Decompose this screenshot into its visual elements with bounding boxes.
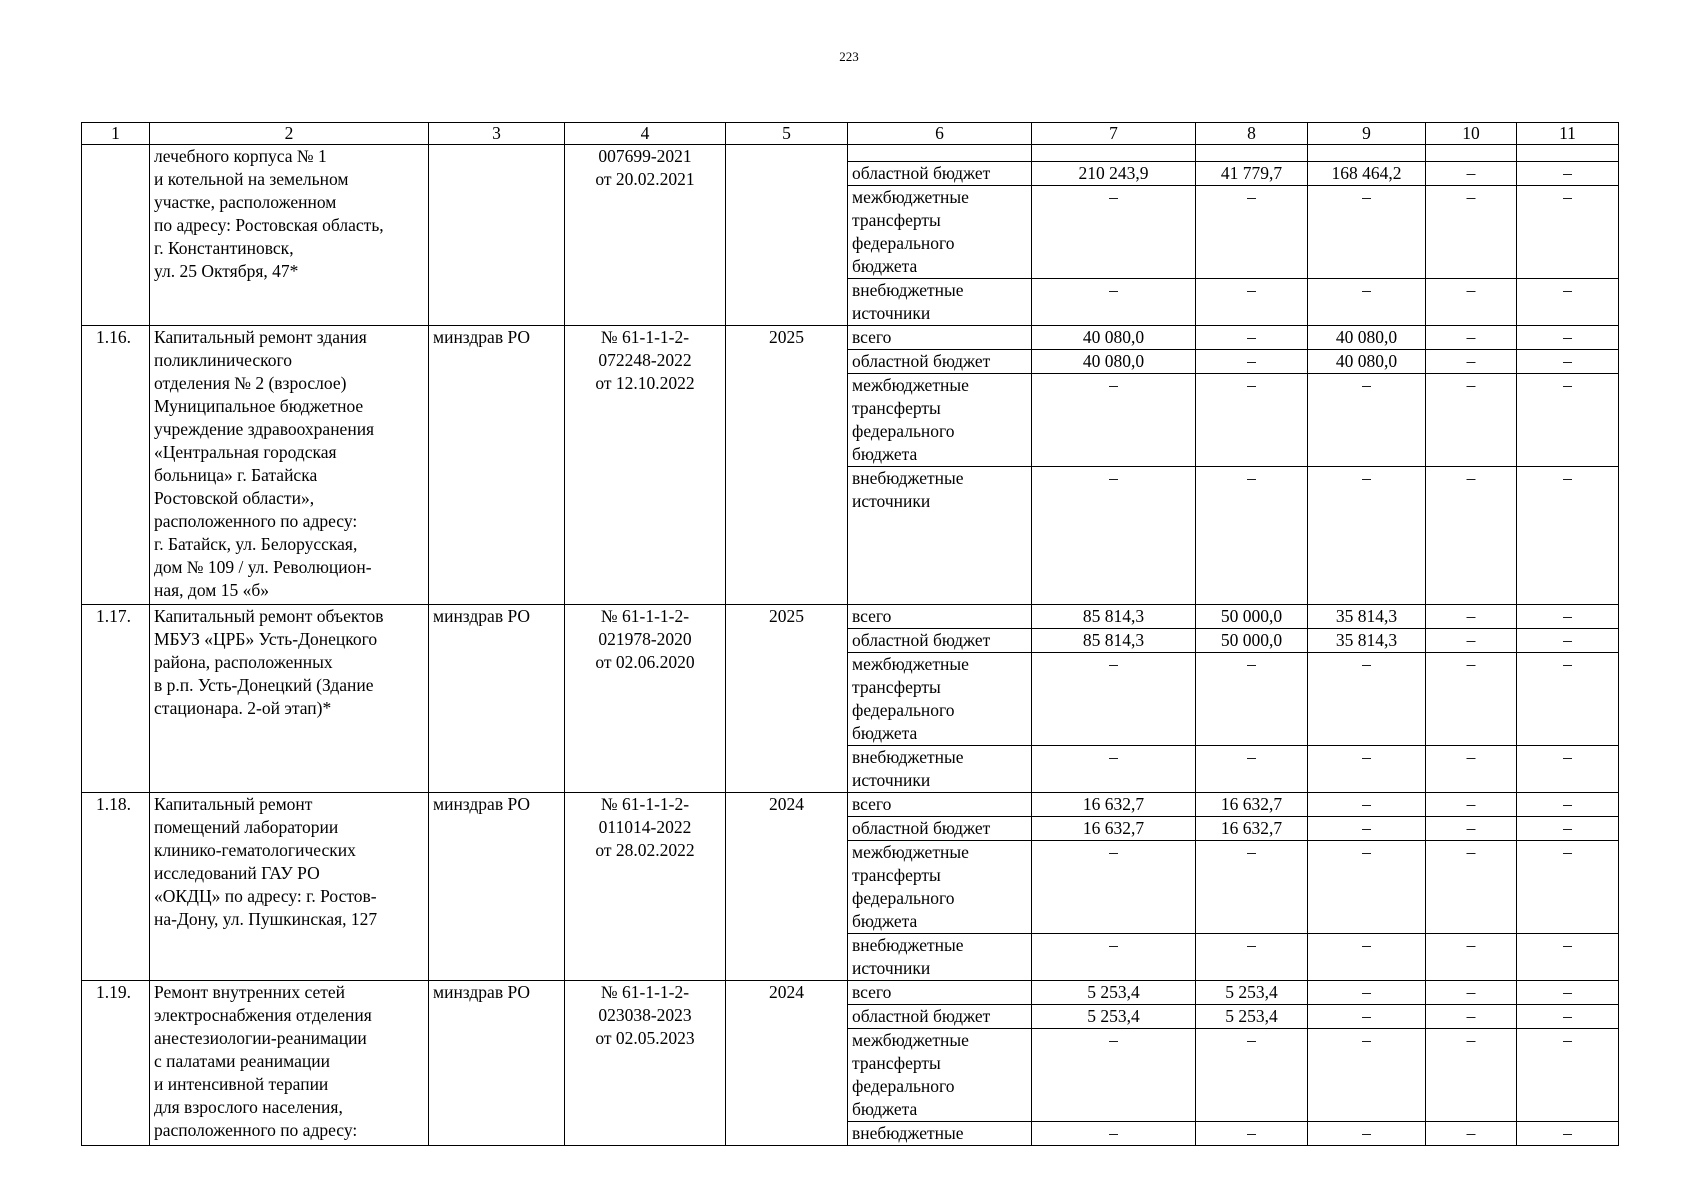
value-cell: – bbox=[1517, 841, 1619, 934]
item-description: лечебного корпуса № 1 и котельной на земельном участке, расположенном по адресу: Ростовская область, г. Константиновск, ул. 25 Октября, 47* bbox=[150, 145, 429, 326]
value-cell: – bbox=[1196, 1029, 1308, 1122]
budget-table bbox=[81, 122, 1619, 1146]
source-total: всего bbox=[848, 326, 1032, 350]
value-cell: – bbox=[1308, 467, 1426, 605]
item-organization: минздрав РО bbox=[429, 981, 565, 1146]
value-cell: – bbox=[1517, 653, 1619, 746]
column-header: 4 bbox=[565, 123, 726, 145]
value-cell: 85 814,3 bbox=[1032, 605, 1196, 629]
value-cell: – bbox=[1517, 629, 1619, 653]
item-number: 1.19. bbox=[82, 981, 150, 1146]
value-cell: – bbox=[1426, 374, 1517, 467]
value-cell: – bbox=[1426, 467, 1517, 605]
value-cell: 5 253,4 bbox=[1196, 981, 1308, 1005]
value-cell: – bbox=[1426, 841, 1517, 934]
value-cell: – bbox=[1517, 186, 1619, 279]
source-federal: межбюджетные трансферты федерального бюджета bbox=[848, 1029, 1032, 1122]
item-number: 1.17. bbox=[82, 605, 150, 793]
column-header: 3 bbox=[429, 123, 565, 145]
value-cell bbox=[1032, 145, 1196, 162]
source-regional: областной бюджет bbox=[848, 629, 1032, 653]
source-extrabudgetary: внебюджетные источники bbox=[848, 467, 1032, 605]
item-number bbox=[82, 145, 150, 326]
value-cell: – bbox=[1426, 653, 1517, 746]
table-row bbox=[82, 605, 1619, 629]
value-cell: – bbox=[1196, 326, 1308, 350]
value-cell: 85 814,3 bbox=[1032, 629, 1196, 653]
item-document: 007699-2021 от 20.02.2021 bbox=[565, 145, 726, 326]
value-cell: – bbox=[1517, 279, 1619, 326]
item-year: 2025 bbox=[726, 605, 848, 793]
source-federal: межбюджетные трансферты федерального бюджета bbox=[848, 186, 1032, 279]
value-cell: – bbox=[1032, 1122, 1196, 1146]
value-cell: 35 814,3 bbox=[1308, 605, 1426, 629]
column-header: 7 bbox=[1032, 123, 1196, 145]
value-cell: 16 632,7 bbox=[1196, 817, 1308, 841]
value-cell: – bbox=[1517, 162, 1619, 186]
source-total-empty bbox=[848, 145, 1032, 162]
item-description: Капитальный ремонт помещений лаборатории клинико-гематологических исследований ГАУ РО «ОКДЦ» по адресу: г. Ростов- на-Дону, ул. Пушкинская, 127 bbox=[150, 793, 429, 981]
value-cell: – bbox=[1426, 981, 1517, 1005]
column-header: 5 bbox=[726, 123, 848, 145]
source-extrabudgetary: внебюджетные источники bbox=[848, 279, 1032, 326]
value-cell: – bbox=[1426, 186, 1517, 279]
source-regional: областной бюджет bbox=[848, 350, 1032, 374]
value-cell bbox=[1196, 145, 1308, 162]
value-cell: – bbox=[1426, 793, 1517, 817]
item-organization: минздрав РО bbox=[429, 326, 565, 605]
value-cell: – bbox=[1308, 817, 1426, 841]
source-federal: межбюджетные трансферты федерального бюджета bbox=[848, 374, 1032, 467]
value-cell: – bbox=[1196, 746, 1308, 793]
value-cell: 210 243,9 bbox=[1032, 162, 1196, 186]
value-cell: 40 080,0 bbox=[1308, 350, 1426, 374]
item-organization: минздрав РО bbox=[429, 793, 565, 981]
value-cell: 41 779,7 bbox=[1196, 162, 1308, 186]
value-cell: – bbox=[1032, 279, 1196, 326]
value-cell: 5 253,4 bbox=[1032, 981, 1196, 1005]
source-extrabudgetary: внебюджетные источники bbox=[848, 934, 1032, 981]
value-cell: – bbox=[1196, 841, 1308, 934]
column-header: 8 bbox=[1196, 123, 1308, 145]
table-row bbox=[82, 145, 1619, 162]
value-cell: – bbox=[1517, 934, 1619, 981]
table-row bbox=[82, 793, 1619, 817]
value-cell bbox=[1517, 145, 1619, 162]
column-header: 1 bbox=[82, 123, 150, 145]
value-cell: – bbox=[1032, 186, 1196, 279]
value-cell: – bbox=[1196, 186, 1308, 279]
value-cell bbox=[1308, 145, 1426, 162]
value-cell: 16 632,7 bbox=[1032, 793, 1196, 817]
value-cell: – bbox=[1308, 746, 1426, 793]
value-cell: – bbox=[1517, 1029, 1619, 1122]
value-cell: – bbox=[1032, 841, 1196, 934]
item-description: Капитальный ремонт здания поликлинического отделения № 2 (взрослое) Муниципальное бюджетное учреждение здравоохранения «Центральная городская больница» г. Батайска Ростовской области», расположенного по адресу: г. Батайск, ул. Белорусская, дом № 109 / ул. Революцион- ная, дом 15 «б» bbox=[150, 326, 429, 605]
value-cell: 5 253,4 bbox=[1196, 1005, 1308, 1029]
item-document: № 61-1-1-2- 021978-2020 от 02.06.2020 bbox=[565, 605, 726, 793]
value-cell: – bbox=[1517, 1005, 1619, 1029]
value-cell: – bbox=[1517, 793, 1619, 817]
value-cell: – bbox=[1308, 841, 1426, 934]
value-cell: – bbox=[1196, 653, 1308, 746]
value-cell: – bbox=[1308, 279, 1426, 326]
value-cell: – bbox=[1196, 1122, 1308, 1146]
item-organization: минздрав РО bbox=[429, 605, 565, 793]
item-document: № 61-1-1-2- 023038-2023 от 02.05.2023 bbox=[565, 981, 726, 1146]
value-cell: – bbox=[1426, 605, 1517, 629]
value-cell: 50 000,0 bbox=[1196, 629, 1308, 653]
item-number: 1.18. bbox=[82, 793, 150, 981]
value-cell: – bbox=[1032, 746, 1196, 793]
value-cell: 168 464,2 bbox=[1308, 162, 1426, 186]
value-cell: 50 000,0 bbox=[1196, 605, 1308, 629]
value-cell: – bbox=[1426, 162, 1517, 186]
source-extrabudgetary: внебюджетные источники bbox=[848, 746, 1032, 793]
value-cell: – bbox=[1517, 817, 1619, 841]
value-cell: – bbox=[1426, 350, 1517, 374]
value-cell: – bbox=[1032, 653, 1196, 746]
value-cell: 40 080,0 bbox=[1032, 326, 1196, 350]
column-header: 10 bbox=[1426, 123, 1517, 145]
value-cell: – bbox=[1517, 467, 1619, 605]
value-cell: 35 814,3 bbox=[1308, 629, 1426, 653]
value-cell: – bbox=[1517, 605, 1619, 629]
page-number: 223 bbox=[839, 49, 859, 64]
item-organization bbox=[429, 145, 565, 326]
value-cell: – bbox=[1517, 350, 1619, 374]
value-cell: – bbox=[1308, 1005, 1426, 1029]
column-header: 11 bbox=[1517, 123, 1619, 145]
value-cell: – bbox=[1517, 746, 1619, 793]
value-cell: – bbox=[1308, 186, 1426, 279]
value-cell: 5 253,4 bbox=[1032, 1005, 1196, 1029]
value-cell: – bbox=[1308, 1029, 1426, 1122]
item-document: № 61-1-1-2- 011014-2022 от 28.02.2022 bbox=[565, 793, 726, 981]
value-cell: – bbox=[1426, 279, 1517, 326]
value-cell: – bbox=[1032, 1029, 1196, 1122]
source-total: всего bbox=[848, 981, 1032, 1005]
value-cell: – bbox=[1426, 746, 1517, 793]
value-cell: – bbox=[1308, 981, 1426, 1005]
value-cell: 40 080,0 bbox=[1032, 350, 1196, 374]
source-total: всего bbox=[848, 605, 1032, 629]
value-cell: 16 632,7 bbox=[1032, 817, 1196, 841]
source-total: всего bbox=[848, 793, 1032, 817]
value-cell: – bbox=[1426, 817, 1517, 841]
item-year bbox=[726, 145, 848, 326]
item-year: 2024 bbox=[726, 981, 848, 1146]
item-number: 1.16. bbox=[82, 326, 150, 605]
item-year: 2024 bbox=[726, 793, 848, 981]
column-header: 9 bbox=[1308, 123, 1426, 145]
value-cell: – bbox=[1308, 793, 1426, 817]
value-cell: – bbox=[1517, 1122, 1619, 1146]
source-federal: межбюджетные трансферты федерального бюджета bbox=[848, 841, 1032, 934]
value-cell: – bbox=[1426, 629, 1517, 653]
table-row bbox=[82, 326, 1619, 350]
source-regional: областной бюджет bbox=[848, 1005, 1032, 1029]
column-header: 2 bbox=[150, 123, 429, 145]
value-cell: – bbox=[1196, 934, 1308, 981]
value-cell: – bbox=[1196, 374, 1308, 467]
value-cell: – bbox=[1196, 467, 1308, 605]
value-cell: – bbox=[1032, 934, 1196, 981]
source-federal: межбюджетные трансферты федерального бюджета bbox=[848, 653, 1032, 746]
value-cell bbox=[1426, 145, 1517, 162]
value-cell: – bbox=[1517, 981, 1619, 1005]
value-cell: – bbox=[1032, 467, 1196, 605]
source-extrabudgetary: внебюджетные bbox=[848, 1122, 1032, 1146]
value-cell: – bbox=[1196, 279, 1308, 326]
value-cell: – bbox=[1196, 350, 1308, 374]
source-regional: областной бюджет bbox=[848, 162, 1032, 186]
value-cell: 40 080,0 bbox=[1308, 326, 1426, 350]
value-cell: – bbox=[1517, 374, 1619, 467]
value-cell: – bbox=[1308, 653, 1426, 746]
column-number-row bbox=[82, 123, 1619, 145]
value-cell: – bbox=[1517, 326, 1619, 350]
value-cell: – bbox=[1426, 326, 1517, 350]
value-cell: – bbox=[1426, 1005, 1517, 1029]
value-cell: – bbox=[1426, 1122, 1517, 1146]
value-cell: – bbox=[1308, 1122, 1426, 1146]
value-cell: – bbox=[1308, 934, 1426, 981]
item-year: 2025 bbox=[726, 326, 848, 605]
column-header: 6 bbox=[848, 123, 1032, 145]
value-cell: 16 632,7 bbox=[1196, 793, 1308, 817]
item-description: Ремонт внутренних сетей электроснабжения отделения анестезиологии-реанимации с палатами реанимации и интенсивной терапии для взрослого населения, расположенного по адресу: bbox=[150, 981, 429, 1146]
item-document: № 61-1-1-2- 072248-2022 от 12.10.2022 bbox=[565, 326, 726, 605]
value-cell: – bbox=[1032, 374, 1196, 467]
value-cell: – bbox=[1426, 934, 1517, 981]
source-regional: областной бюджет bbox=[848, 817, 1032, 841]
table-row bbox=[82, 981, 1619, 1005]
value-cell: – bbox=[1426, 1029, 1517, 1122]
value-cell: – bbox=[1308, 374, 1426, 467]
item-description: Капитальный ремонт объектов МБУЗ «ЦРБ» Усть-Донецкого района, расположенных в р.п. Усть-Донецкий (Здание стационара. 2-ой этап)* bbox=[150, 605, 429, 793]
